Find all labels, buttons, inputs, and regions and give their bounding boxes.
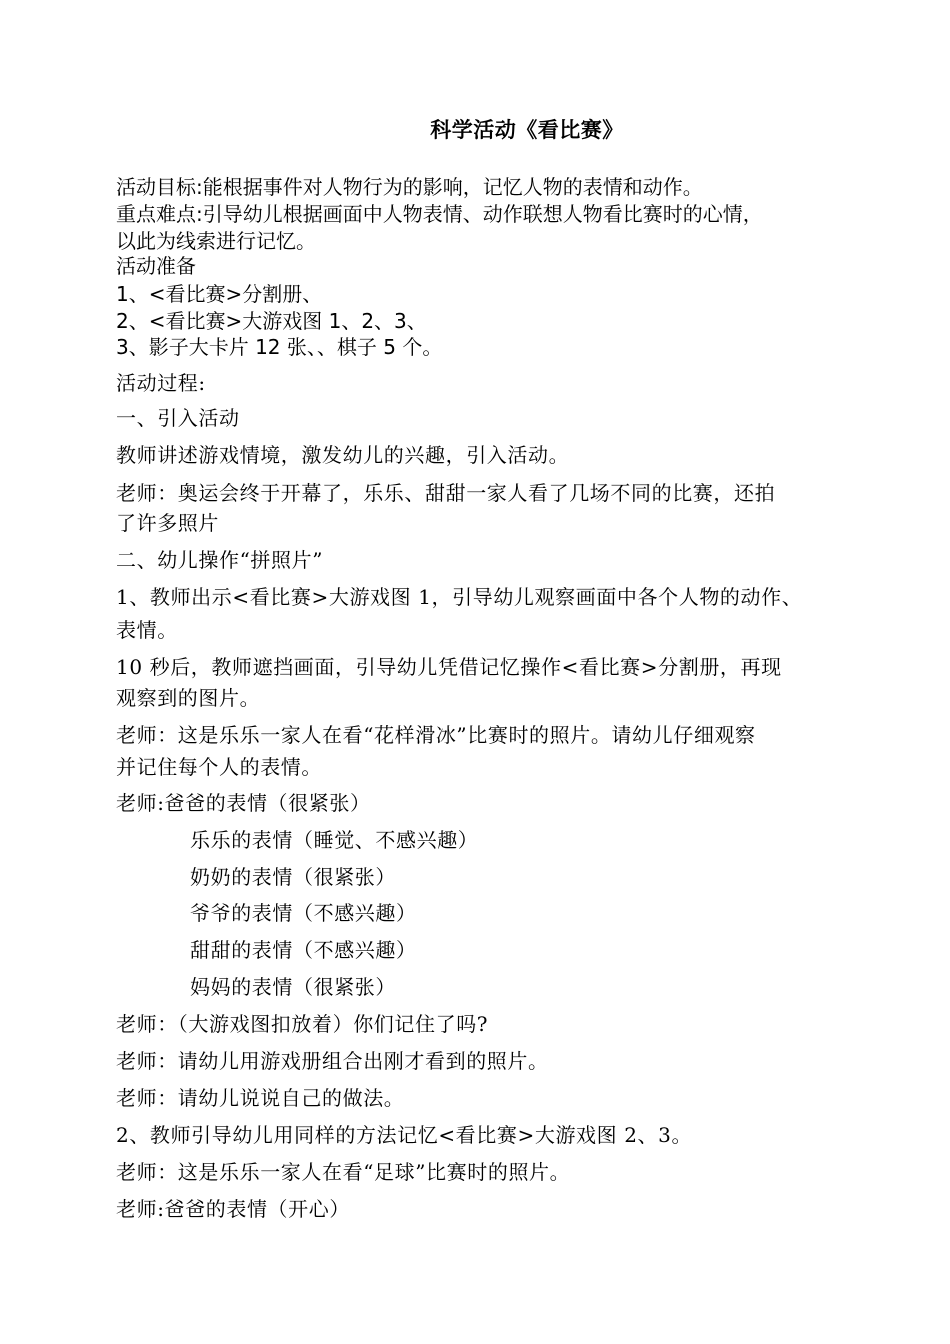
- dad-expression-line: 老师:爸爸的表情（很紧张）: [116, 791, 371, 815]
- section-one-description: 教师讲述游戏情境，激发幼儿的兴趣，引入活动。: [116, 443, 570, 467]
- lele-expression-line: 乐乐的表情（睡觉、不感兴趣）: [190, 828, 479, 852]
- teacher-olympics-line: 老师：奥运会终于开幕了，乐乐、甜甜一家人看了几场不同的比赛，还拍: [116, 481, 776, 505]
- key-difficulty-line: 重点难点:引导幼儿根据画面中人物表情、动作联想人物看比赛时的心情，: [116, 202, 763, 226]
- preparation-heading: 活动准备: [116, 254, 196, 278]
- ten-seconds-line: 10 秒后，教师遮挡画面，引导幼儿凭借记忆操作<看比赛>分割册，再现: [116, 655, 782, 679]
- section-two-heading: 二、幼儿操作“拼照片”: [116, 548, 324, 572]
- mom-expression-line: 妈妈的表情（很紧张）: [190, 975, 396, 999]
- step-one-line: 1、教师出示<看比赛>大游戏图 1，引导幼儿观察画面中各个人物的动作、: [116, 585, 803, 609]
- preparation-item-2: 2、<看比赛>大游戏图 1、2、3、: [116, 309, 427, 333]
- tiantian-expression-line: 甜甜的表情（不感兴趣）: [190, 938, 417, 962]
- figure-skating-continuation: 并记住每个人的表情。: [116, 755, 322, 779]
- activity-goal-line: 活动目标:能根据事件对人物行为的影响，记忆人物的表情和动作。: [116, 175, 703, 199]
- step-two-line: 2、教师引导幼儿用同样的方法记忆<看比赛>大游戏图 2、3。: [116, 1123, 693, 1147]
- teacher-olympics-continuation: 了许多照片: [116, 511, 219, 535]
- preparation-item-1: 1、<看比赛>分割册、: [116, 282, 323, 306]
- preparation-item-3: 3、影子大卡片 12 张、、棋子 5 个。: [116, 335, 443, 359]
- document-title: 科学活动《看比赛》: [430, 118, 624, 142]
- process-heading: 活动过程:: [116, 371, 206, 395]
- ten-seconds-continuation: 观察到的图片。: [116, 686, 261, 710]
- dad-happy-line: 老师:爸爸的表情（开心）: [116, 1197, 350, 1221]
- football-line: 老师：这是乐乐一家人在看“足球”比赛时的照片。: [116, 1160, 571, 1184]
- section-one-heading: 一、引入活动: [116, 406, 240, 430]
- explain-method-line: 老师：请幼儿说说自己的做法。: [116, 1086, 405, 1110]
- grandma-expression-line: 奶奶的表情（很紧张）: [190, 865, 396, 889]
- combine-photo-line: 老师：请幼儿用游戏册组合出刚才看到的照片。: [116, 1049, 549, 1073]
- figure-skating-line: 老师：这是乐乐一家人在看“花样滑冰”比赛时的照片。请幼儿仔细观察: [116, 723, 756, 747]
- step-one-continuation: 表情。: [116, 618, 178, 642]
- grandpa-expression-line: 爷爷的表情（不感兴趣）: [190, 901, 417, 925]
- remember-question-line: 老师：（大游戏图扣放着）你们记住了吗?: [116, 1012, 489, 1036]
- key-difficulty-continuation: 以此为线索进行记忆。: [116, 229, 316, 253]
